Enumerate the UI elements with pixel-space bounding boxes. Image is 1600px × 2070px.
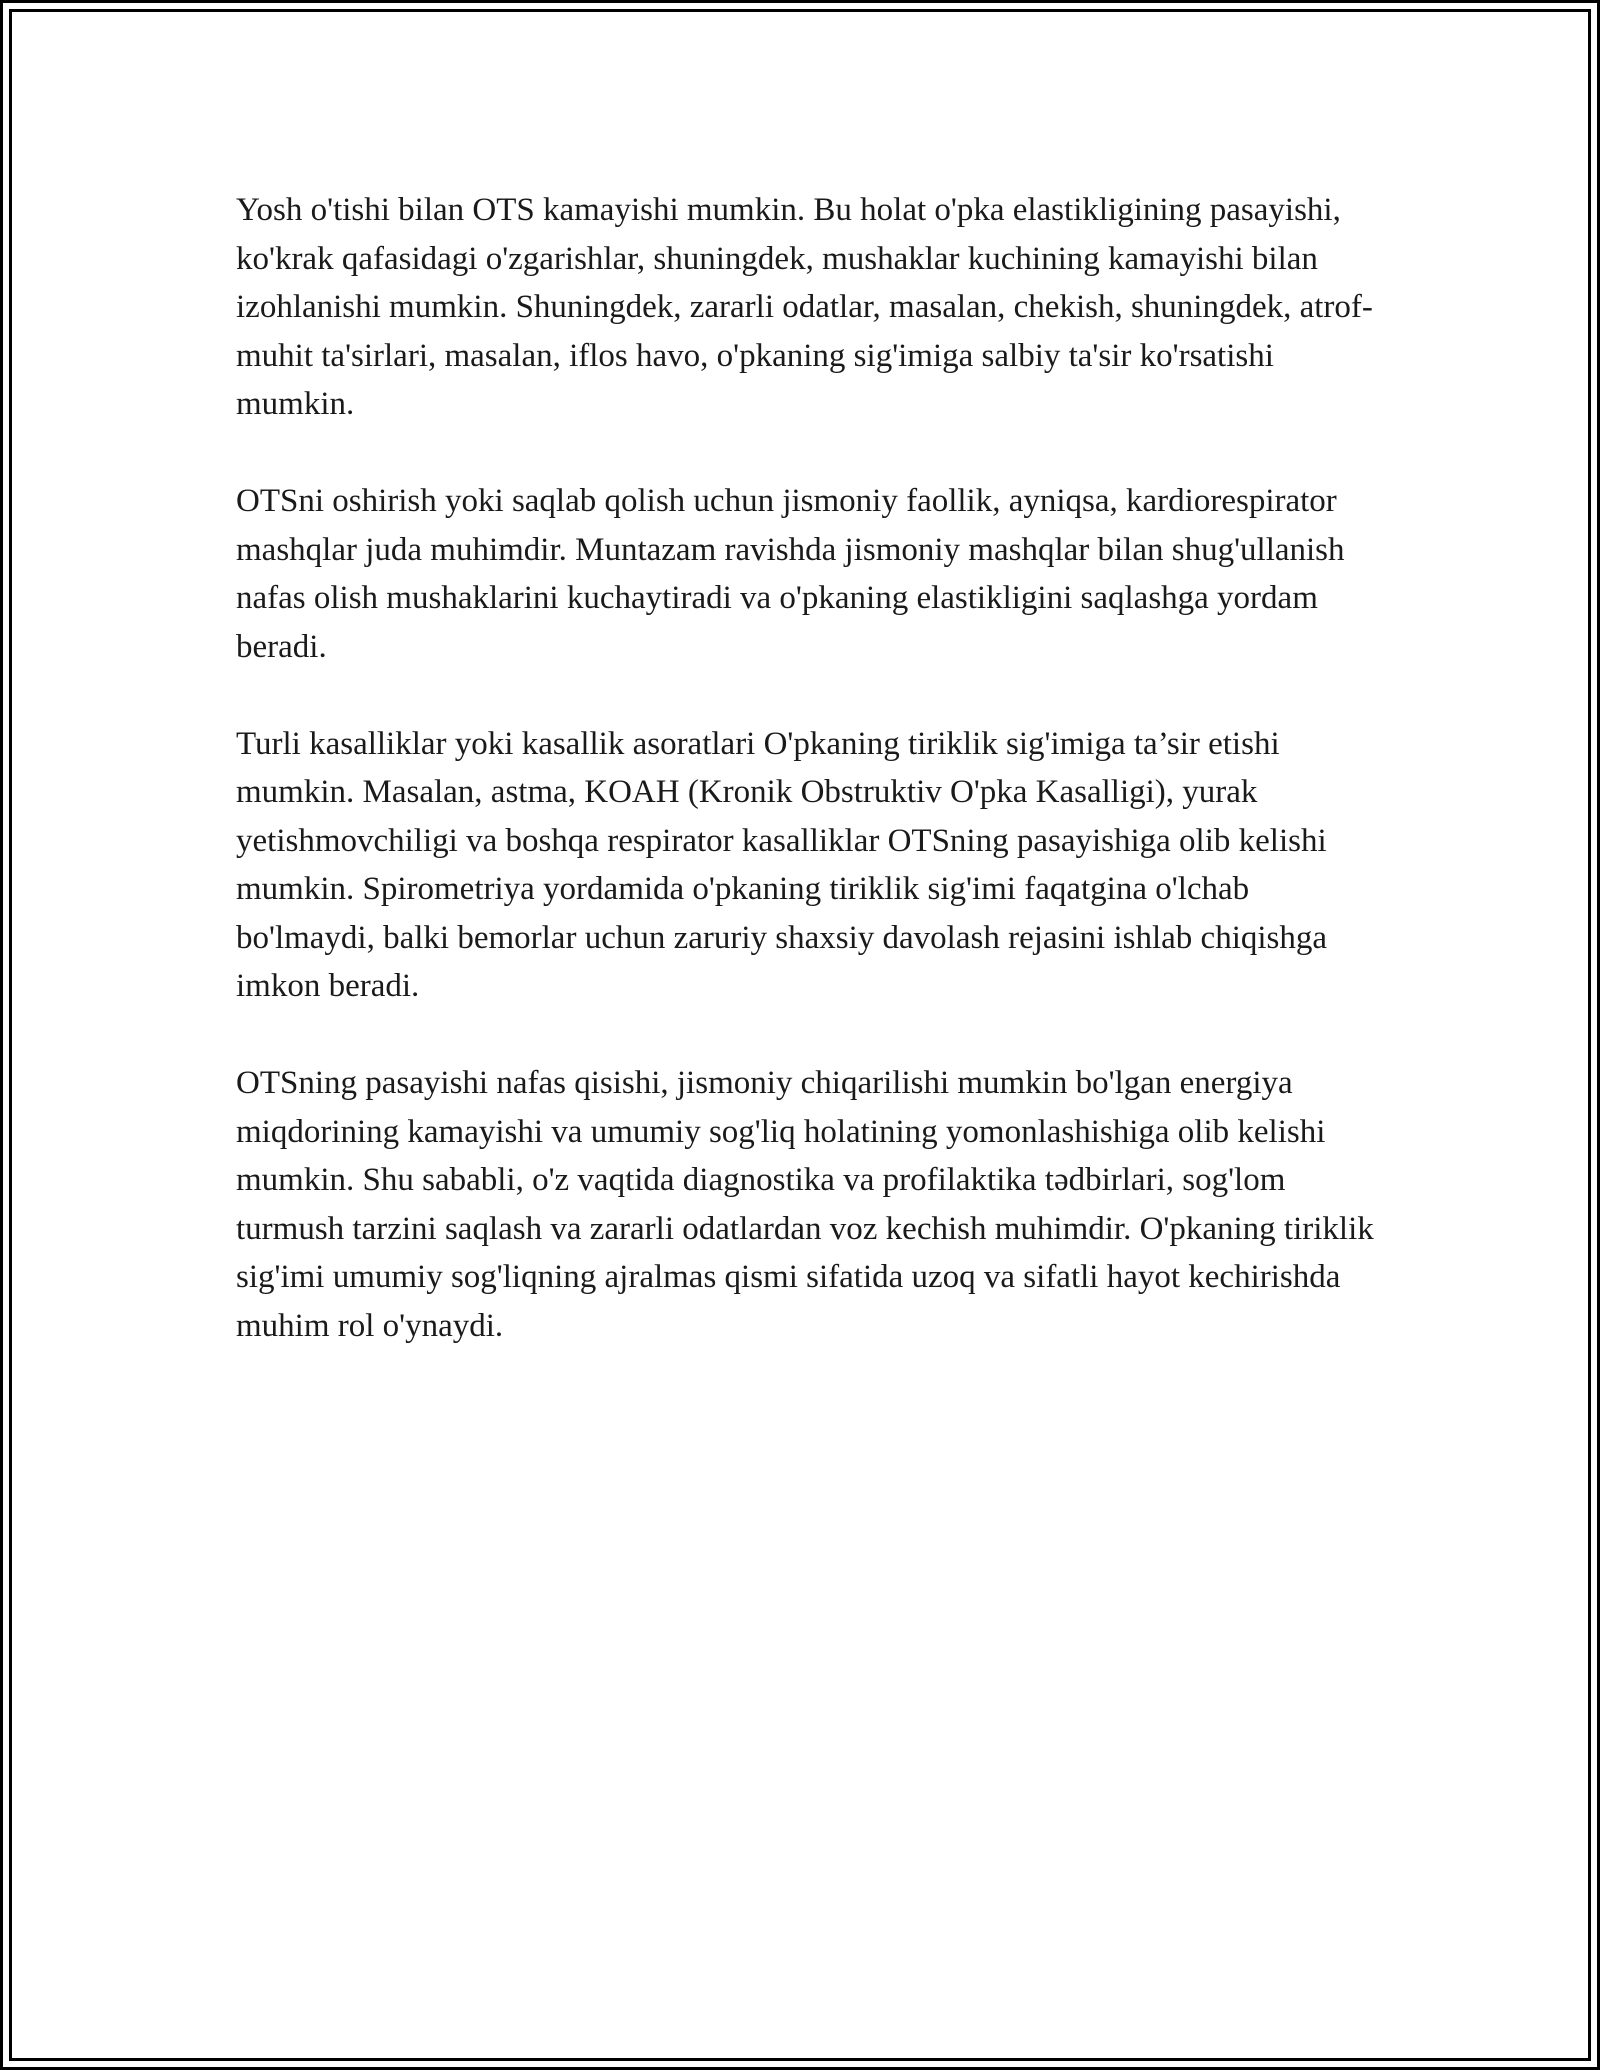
paragraph-2: OTSni oshirish yoki saqlab qolish uchun jismoniy faollik, ayniqsa, kardiorespirator mashqlar juda muhimdir. Muntazam ravishda jismoniy mashqlar bilan shug'ullanish nafas olish mushaklarini kuchaytiradi va o'pkaning elastikligini saqlashga yordam beradi. [236,483,1345,665]
paragraph-3: Turli kasalliklar yoki kasallik asoratlari O'pkaning tiriklik sig'imiga ta’sir etishi mumkin. Masalan, astma, KOAH (Kronik Obstruktiv O'pka Kasalligi), yurak yetishmovchiligi va boshqa respirator kasalliklar OTSning pasayishiga olib kelishi mumkin. Spirometriya yordamida o'pkaning tiriklik sig'imi faqatgina o'lchab bo'lmaydi, balki bemorlar uchun zaruriy shaxsiy davolash rejasini ishlab chiqishga imkon beradi. [236,725,1328,1004]
paragraph-1: Yosh o'tishi bilan OTS kamayishi mumkin. Bu holat o'pka elastikligining pasayishi, ko'krak qafasidagi o'zgarishlar, shuningdek, mushaklar kuchining kamayishi bilan izohlanishi mumkin. Shuningdek, zararli odatlar, masalan, chekish, shuningdek, atrof-muhit ta'sirlari, masalan, iflos havo, o'pkaning sig'imiga salbiy ta'sir ko'rsatishi mumkin. [236,192,1373,422]
paragraph-4: OTSning pasayishi nafas qisishi, jismoniy chiqarilishi mumkin bo'lgan energiya miqdorining kamayishi va umumiy sog'liq holatining yomonlashishiga olib kelishi mumkin. Shu sababli, o'z vaqtida diagnostika va profilaktika tədbirlari, sog'lom turmush tarzini saqlash va zararli odatlardan voz kechish muhimdir. O'pkaning tiriklik sig'imi umumiy sog'liqning ajralmas qismi sifatida uzoq va sifatli hayot kechirishda muhim rol o'ynaydi. [236,1065,1374,1344]
document-body [236,186,1376,1350]
